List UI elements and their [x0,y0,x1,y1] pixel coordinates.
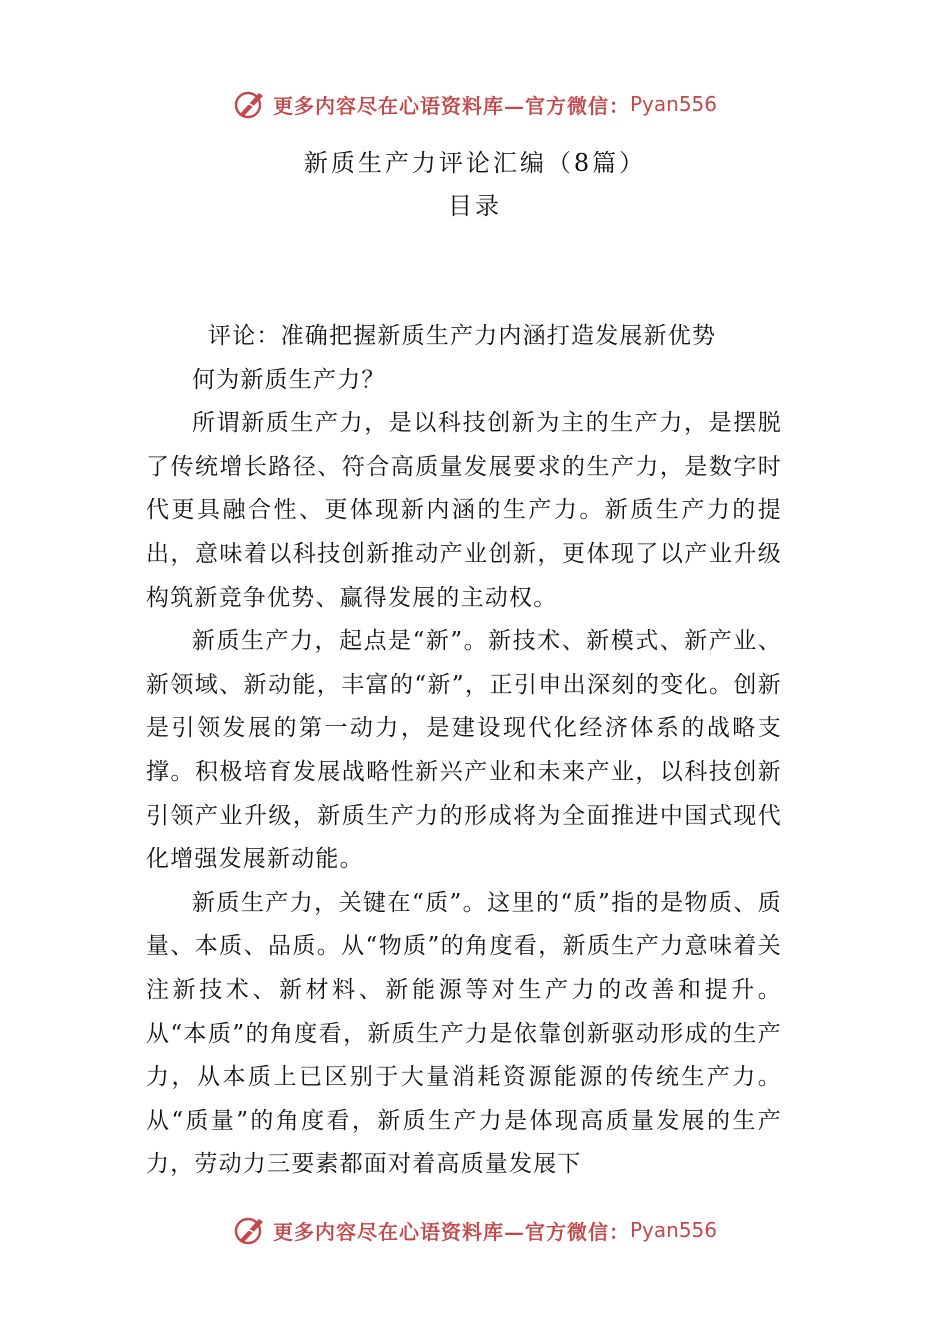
paragraph: 新质生产力，起点是“新”。新技术、新模式、新产业、新领域、新动能，丰富的“新”，正引申出深刻的变化。创新是引领发展的第一动力，是建设现代化经济体系的战略支撑。积极培育发展战略性新兴产业和未来产业，以科技创新引领产业升级，新质生产力的形成将为全面推进中国式现代化增强发展新动能。 [146,628,782,873]
footer-banner [0,1210,950,1250]
toc-heading: 目录 [448,192,502,220]
banner-brand-text: 更多内容尽在心语资料库—官方微信： [272,1219,630,1244]
banner-contact-text: Pyan556 [629,92,717,116]
paragraph: 新质生产力，关键在“质”。这里的“质”指的是物质、质量、本质、品质。从“物质”的角度看，新质生产力意味着关注新技术、新材料、新能源等对生产力的改善和提升。从“本质”的角度看，新质生产力是依靠创新驱动形成的生产力，从本质上已区别于大量消耗资源能源的传统生产力。从“质量”的角度看，新质生产力是体现高质量发展的生产力，劳动力三要素都面对着高质量发展下 [146,889,782,1178]
article-body [146,315,782,1187]
pen-circle-logo-icon [233,87,267,121]
pen-circle-logo-icon [233,1213,267,1247]
header-banner [0,84,950,124]
banner-contact-text: Pyan556 [629,1218,717,1242]
document-title: 新质生产力评论汇编（8篇） [303,149,647,177]
article-heading: 评论：准确把握新质生产力内涵打造发展新优势 [208,323,717,349]
paragraph: 所谓新质生产力，是以科技创新为主的生产力，是摆脱了传统增长路径、符合高质量发展要求的生产力，是数字时代更具融合性、更体现新内涵的生产力。新质生产力的提出，意味着以科技创新推动产业创新，更体现了以产业升级构筑新竞争优势、赢得发展的主动权。 [146,410,782,611]
paragraph: 何为新质生产力？ [192,366,386,393]
banner-brand-text: 更多内容尽在心语资料库—官方微信： [272,93,630,118]
